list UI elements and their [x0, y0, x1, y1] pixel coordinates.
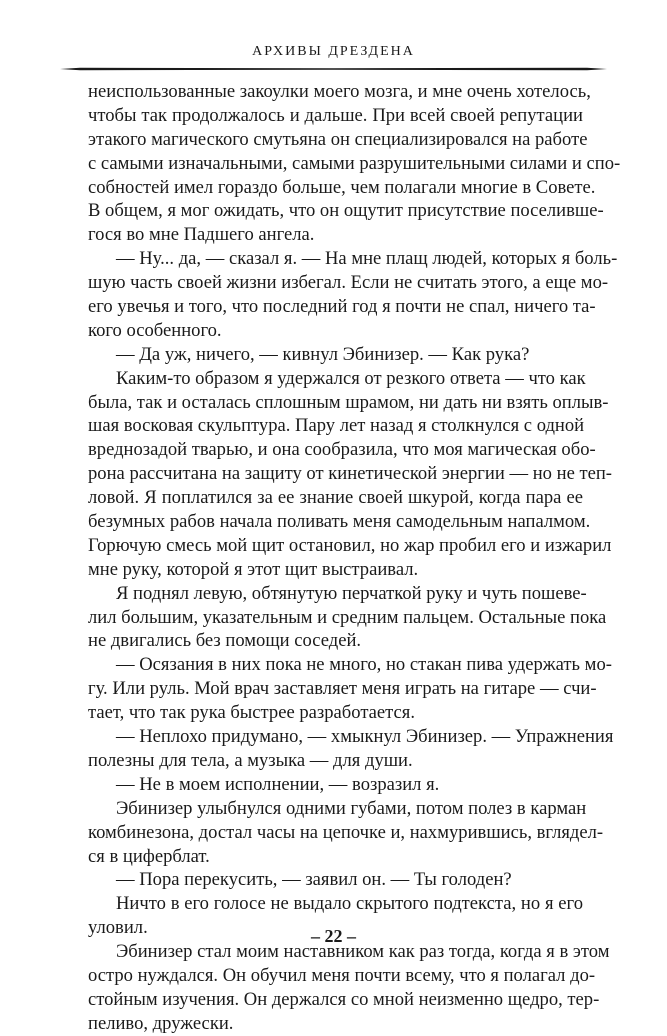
text-line: ловой. Я поплатился за ее знание своей шкурой, когда пара ее: [88, 487, 583, 509]
text-line: была, так и осталась сплошным шрамом, ни дать ни взять оплыв-: [88, 391, 609, 413]
page-number: – 22 –: [311, 926, 356, 946]
text-line: шая восковая скульптура. Пару лет назад я столкнулся с одной: [88, 415, 585, 437]
text-line: пеливо, дружески.: [88, 1012, 234, 1034]
text-line: остро нуждался. Он обучил меня почти всему, что я полагал до-: [88, 964, 596, 986]
text-line: Эбинизер улыбнулся одними губами, потом полез в карман: [116, 797, 587, 819]
text-line: гося во мне Падшего ангела.: [88, 224, 315, 246]
text-line: — Пора перекусить, — заявил он. — Ты голоден?: [116, 869, 512, 891]
text-line: ся в циферблат.: [88, 845, 210, 867]
text-line: шую часть своей жизни избегал. Если не считать этого, а еще мо-: [88, 272, 609, 294]
book-title: АРХИВЫ ДРЕЗДЕНА: [252, 44, 415, 59]
text-line: — Не в моем исполнении, — возразил я.: [116, 773, 440, 795]
text-line: Ничто в его голосе не выдало скрытого подтекста, но я его: [116, 893, 583, 915]
text-line: чтобы так продолжалось и дальше. При всей своей репутации: [88, 104, 583, 126]
text-line: В общем, я мог ожидать, что он ощутит присутствие поселивше-: [88, 200, 604, 222]
text-line: — Неплохо придумано, — хмыкнул Эбинизер. — Упражнения: [116, 726, 614, 748]
text-line: Эбинизер стал моим наставником как раз тогда, когда я в этом: [116, 941, 610, 963]
text-line: неиспользованные закоулки моего мозга, и мне очень хотелось,: [88, 81, 591, 102]
text-line: Я поднял левую, обтянутую перчаткой руку и чуть пошеве-: [116, 582, 587, 604]
text-line: этакого магического смутьяна он специализировался на работе: [88, 128, 588, 150]
text-line: с самыми изначальными, самыми разрушительными силами и спо-: [88, 152, 621, 174]
text-line: — Ну... да, — сказал я. — На мне плащ людей, которых я боль-: [116, 248, 618, 270]
text-line: его увечья и того, что последний год я почти не спал, ничего та-: [88, 296, 596, 318]
text-line: гу. Или руль. Мой врач заставляет меня играть на гитаре — счи-: [88, 678, 597, 700]
text-line: собностей имел гораздо больше, чем полагали многие в Совете.: [88, 176, 596, 198]
body-text: [88, 80, 621, 1036]
text-line: Каким-то образом я удержался от резкого ответа — что как: [116, 367, 586, 389]
text-line: стойным изучения. Он держался со мной неизменно щедро, тер-: [88, 988, 600, 1010]
text-line: рона рассчитана на защиту от кинетической энергии — но не теп-: [88, 463, 612, 485]
text-line: уловил.: [88, 917, 148, 939]
text-line: комбинезона, достал часы на цепочке и, нахмурившись, вглядел-: [88, 821, 604, 843]
text-line: — Да уж, ничего, — кивнул Эбинизер. — Как рука?: [116, 343, 530, 365]
text-line: Горючую смесь мой щит остановил, но жар пробил его и изжарил: [88, 534, 612, 556]
text-line: не двигались без помощи соседей.: [88, 630, 362, 652]
text-line: кого особенного.: [88, 319, 222, 341]
ornamental-rule: [60, 64, 607, 74]
text-line: вреднозадой тварью, и она сообразила, что моя магическая обо-: [88, 439, 596, 461]
running-header: [0, 36, 667, 72]
text-line: — Осязания в них пока не много, но стакан пива удержать мо-: [116, 654, 612, 676]
text-line: лил большим, указательным и средним пальцем. Остальные пока: [88, 606, 607, 628]
text-line: мне руку, которой я этот щит выстраивал.: [88, 558, 419, 580]
text-line: полезны для тела, а музыка — для души.: [88, 749, 413, 771]
text-line: тает, что так рука быстрее разработается.: [88, 702, 415, 724]
text-line: безумных рабов начала поливать меня самодельным напалмом.: [88, 511, 591, 533]
